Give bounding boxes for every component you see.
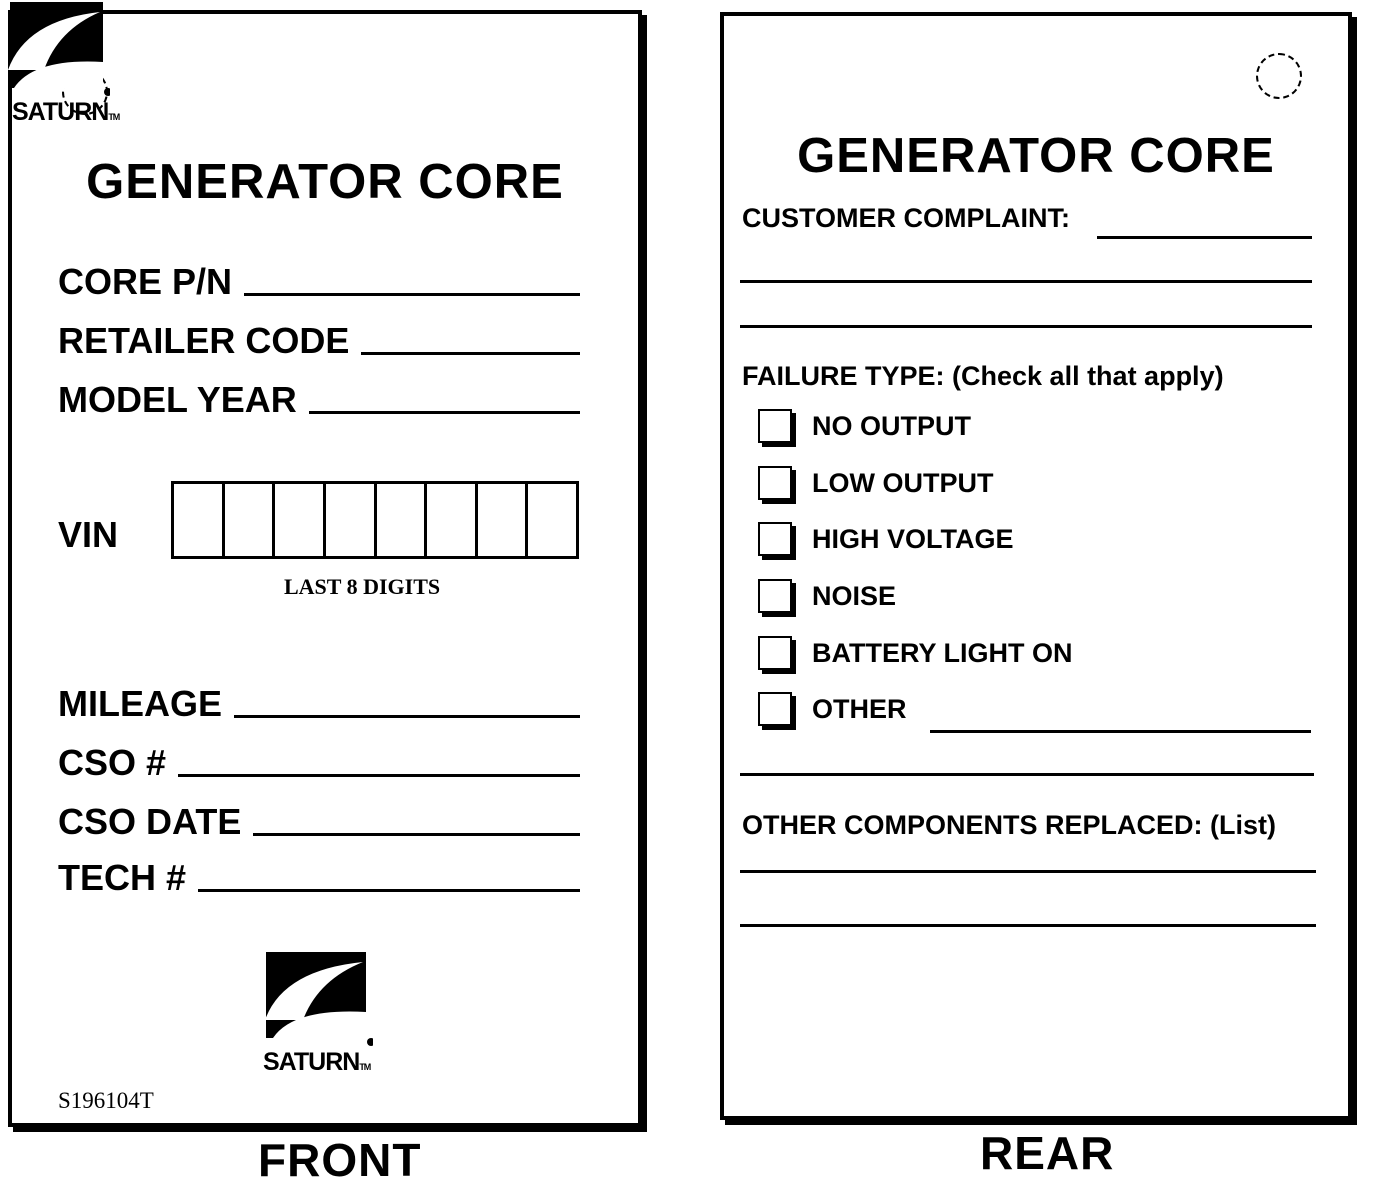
saturn-logo-icon	[0, 0, 125, 130]
mileage-label: MILEAGE	[58, 683, 223, 724]
cso-date-field[interactable]	[58, 801, 580, 842]
logo-tm: TM	[108, 112, 120, 122]
vin-digit-box[interactable]	[326, 484, 377, 556]
failure-type-label: FAILURE TYPE: (Check all that apply)	[742, 361, 1224, 391]
checkbox-icon[interactable]	[758, 522, 792, 556]
vin-caption: LAST 8 DIGITS	[284, 574, 441, 599]
option-label: HIGH VOLTAGE	[812, 523, 1014, 554]
vin-digit-box[interactable]	[275, 484, 326, 556]
components-line[interactable]	[740, 870, 1316, 873]
checkbox-icon[interactable]	[758, 409, 792, 443]
complaint-line[interactable]	[740, 280, 1312, 283]
vin-digit-box[interactable]	[478, 484, 529, 556]
other-components-label: OTHER COMPONENTS REPLACED: (List)	[742, 810, 1277, 840]
checkbox-icon[interactable]	[758, 579, 792, 613]
option-label: NO OUTPUT	[812, 410, 971, 441]
other-line[interactable]	[740, 773, 1314, 776]
vin-digit-box[interactable]	[225, 484, 276, 556]
rear-title: GENERATOR CORE	[797, 129, 1275, 183]
logo-tm: TM	[359, 1062, 371, 1072]
logo-wordmark	[12, 98, 119, 127]
model-year-field[interactable]	[58, 379, 580, 420]
form-code: S196104T	[58, 1088, 154, 1113]
complaint-line[interactable]	[740, 325, 1312, 328]
customer-complaint-label: CUSTOMER COMPLAINT:	[742, 203, 1070, 233]
vin-label: VIN	[58, 514, 119, 555]
cso-number-label: CSO #	[58, 742, 167, 783]
front-title: GENERATOR CORE	[86, 155, 564, 209]
retailer-code-field[interactable]	[58, 320, 580, 361]
logo-wordmark-text: SATURN	[263, 1048, 360, 1076]
rear-side-label: REAR	[980, 1127, 1115, 1179]
components-line[interactable]	[740, 924, 1316, 927]
checkbox-icon[interactable]	[758, 636, 792, 670]
checkbox-other[interactable]	[758, 692, 907, 726]
logo-wordmark-text: SATURN	[12, 98, 109, 126]
cso-date-line[interactable]	[253, 833, 580, 836]
option-label: NOISE	[812, 580, 897, 611]
core-pn-line[interactable]	[244, 293, 580, 296]
mileage-field[interactable]	[58, 683, 580, 724]
cso-date-label: CSO DATE	[58, 801, 242, 842]
vin-digit-box[interactable]	[377, 484, 428, 556]
vin-boxes[interactable]	[171, 481, 579, 559]
tech-number-line[interactable]	[198, 889, 580, 892]
core-pn-field[interactable]	[58, 261, 580, 302]
logo-wordmark	[263, 1048, 370, 1077]
checkbox-icon[interactable]	[758, 466, 792, 500]
vin-digit-box[interactable]	[174, 484, 225, 556]
front-side-label: FRONT	[258, 1134, 422, 1186]
complaint-line[interactable]	[1097, 236, 1312, 239]
checkbox-battery-light-on[interactable]	[758, 636, 1073, 670]
model-year-label: MODEL YEAR	[58, 379, 297, 420]
checkbox-high-voltage[interactable]	[758, 522, 1014, 556]
option-label: OTHER	[812, 693, 907, 724]
core-pn-label: CORE P/N	[58, 261, 233, 302]
retailer-code-label: RETAILER CODE	[58, 320, 350, 361]
cso-number-field[interactable]	[58, 742, 580, 783]
punch-hole-icon	[1256, 53, 1302, 99]
cso-number-line[interactable]	[178, 774, 580, 777]
option-label: BATTERY LIGHT ON	[812, 637, 1073, 668]
checkbox-low-output[interactable]	[758, 466, 993, 500]
checkbox-noise[interactable]	[758, 579, 896, 613]
checkbox-no-output[interactable]	[758, 409, 971, 443]
saturn-logo-icon	[263, 950, 388, 1080]
model-year-line[interactable]	[309, 411, 580, 414]
vin-digit-box[interactable]	[427, 484, 478, 556]
tech-number-field[interactable]	[58, 857, 580, 898]
vin-digit-box[interactable]	[528, 484, 576, 556]
rear-card	[720, 12, 1352, 1120]
other-line[interactable]	[930, 730, 1311, 733]
retailer-code-line[interactable]	[361, 352, 580, 355]
mileage-line[interactable]	[234, 715, 580, 718]
option-label: LOW OUTPUT	[812, 467, 994, 498]
tech-number-label: TECH #	[58, 857, 187, 898]
checkbox-icon[interactable]	[758, 692, 792, 726]
